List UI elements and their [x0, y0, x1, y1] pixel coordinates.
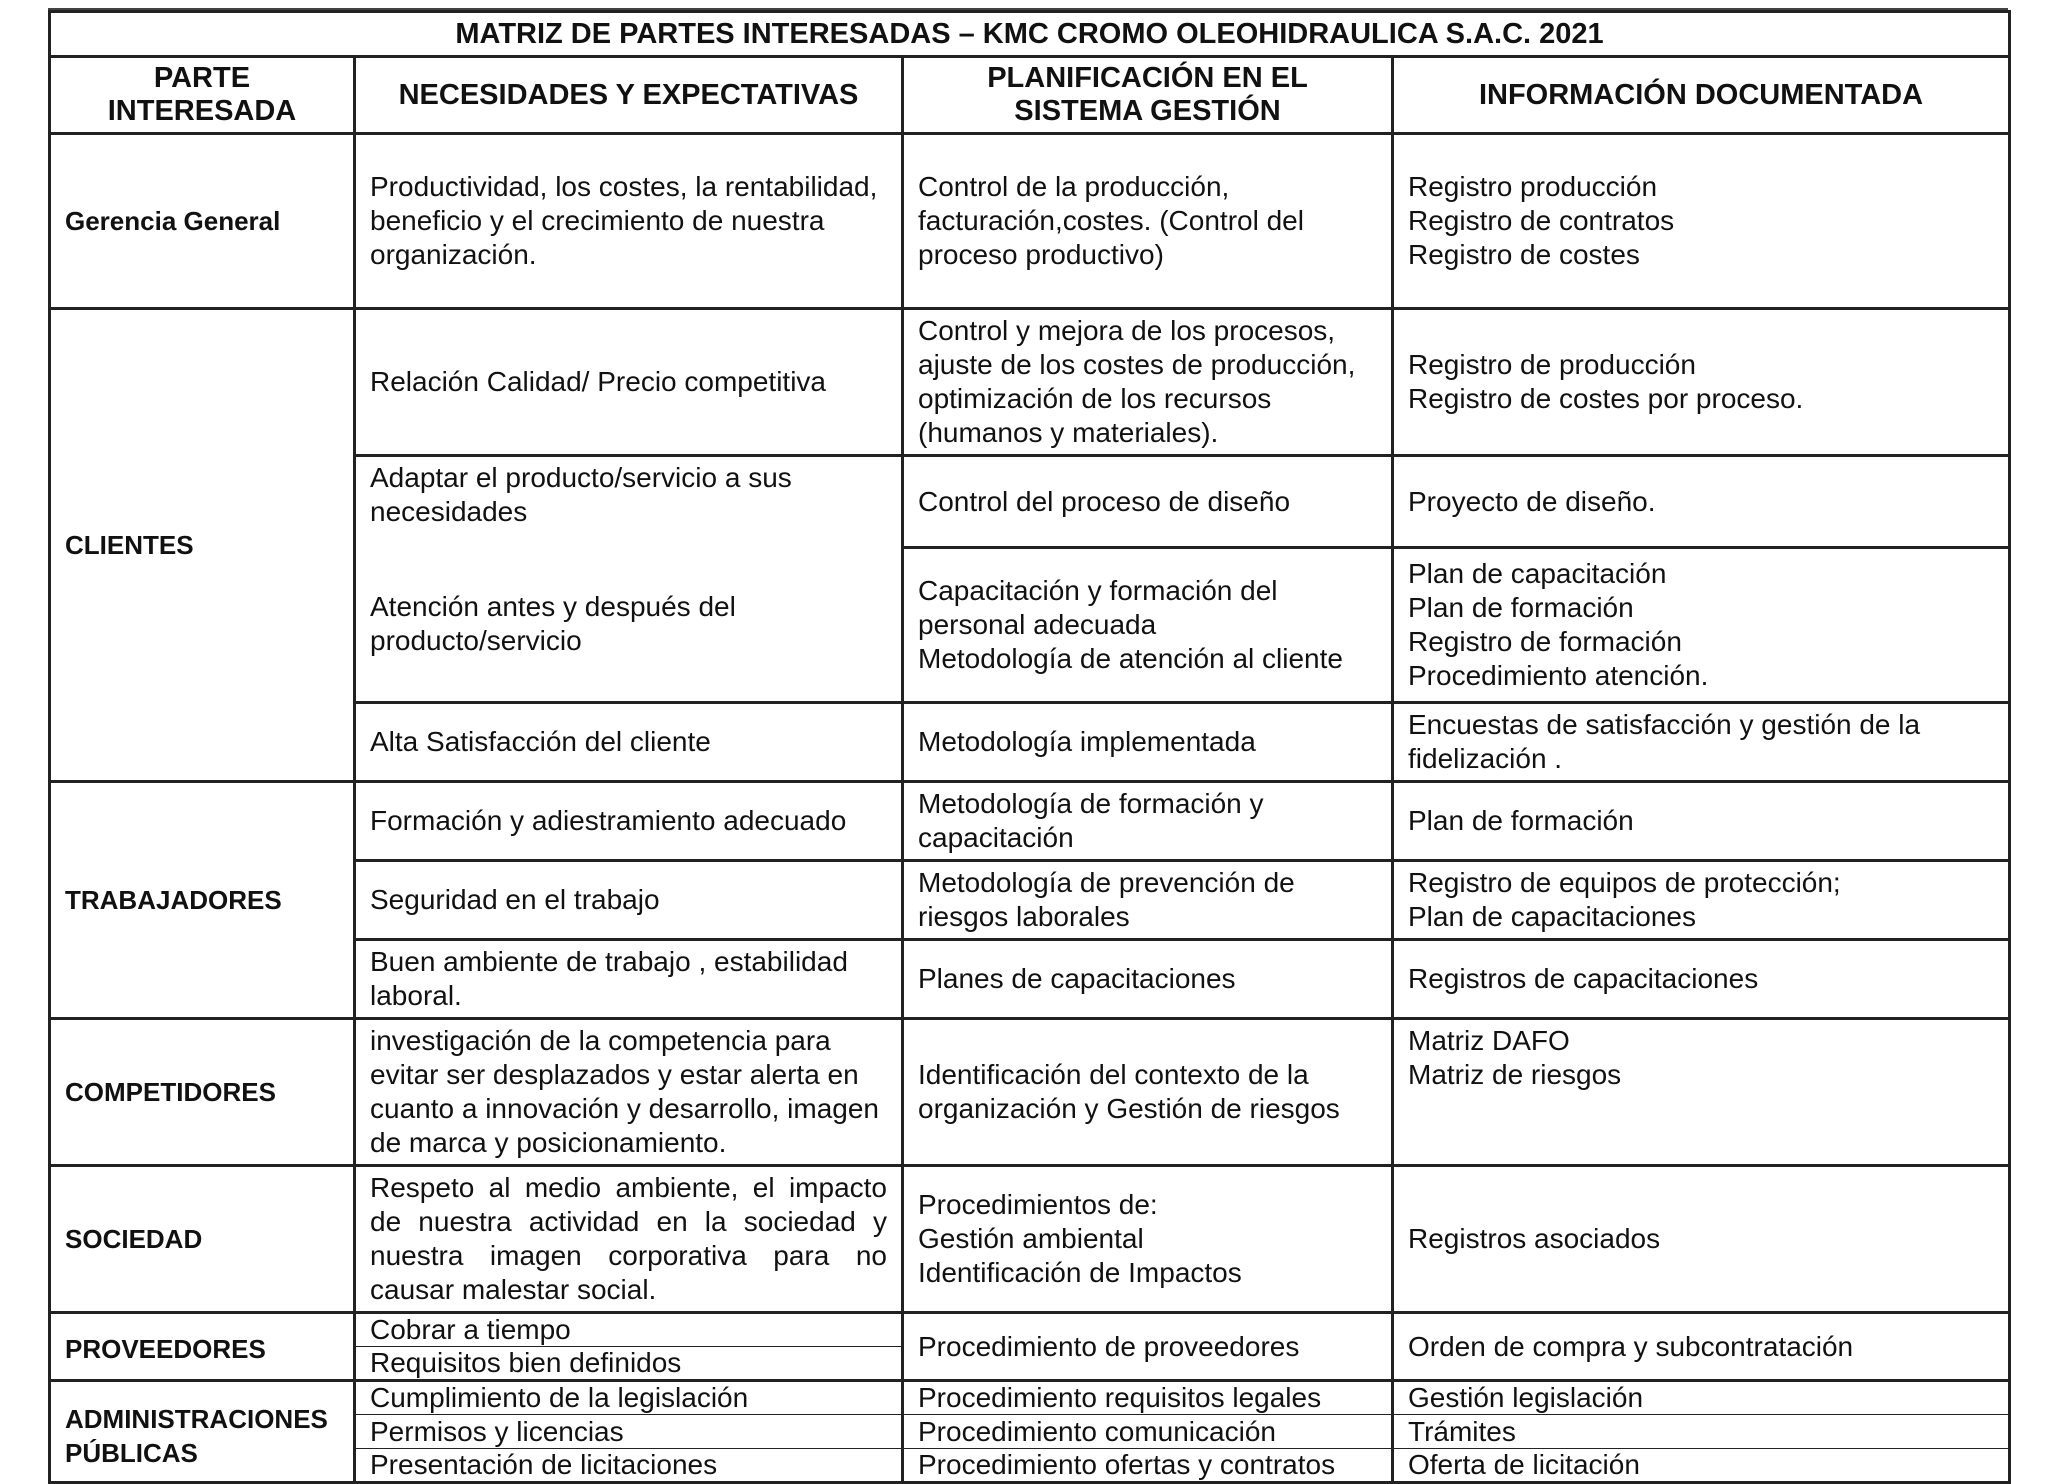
table-row	[50, 309, 2010, 456]
docs-cell: Registros asociados	[1393, 1166, 2010, 1313]
needs-cell: Seguridad en el trabajo	[355, 861, 903, 940]
header-party-line1: PARTE	[153, 62, 251, 94]
doc-line: Registro producción	[1408, 171, 1658, 202]
header-row	[50, 57, 2010, 134]
party-gerencia: Gerencia General	[50, 134, 355, 309]
needs-cell: Alta Satisfacción del cliente	[355, 703, 903, 782]
table-row	[50, 1019, 2010, 1166]
header-planning-line2: SISTEMA GESTIÓN	[1014, 95, 1281, 127]
docs-cell: Gestión legislación	[1393, 1381, 2010, 1415]
planning-cell: Procedimiento requisitos legales	[903, 1381, 1393, 1415]
doc-line: Plan de capacitaciones	[1408, 901, 1696, 932]
docs-cell	[1393, 134, 2010, 309]
planning-cell: Procedimiento de proveedores	[903, 1313, 1393, 1381]
docs-cell	[1393, 861, 2010, 940]
header-docs: INFORMACIÓN DOCUMENTADA	[1393, 57, 2010, 134]
planning-cell	[903, 1166, 1393, 1313]
planning-cell	[903, 548, 1393, 703]
planning-cell: Planes de capacitaciones	[903, 940, 1393, 1019]
planning-cell: Procedimiento comunicación	[903, 1415, 1393, 1449]
party-competidores: COMPETIDORES	[50, 1019, 355, 1166]
needs-cell: Presentación de licitaciones	[355, 1449, 903, 1483]
table-row	[50, 1313, 2010, 1347]
docs-cell: Trámites	[1393, 1415, 2010, 1449]
docs-cell: Plan de formación	[1393, 782, 2010, 861]
doc-line: Matriz DAFO	[1408, 1025, 1570, 1056]
header-planning	[903, 57, 1393, 134]
needs-cell: Buen ambiente de trabajo , estabilidad laboral.	[355, 940, 903, 1019]
party-administraciones	[50, 1381, 355, 1483]
planning-cell: Control y mejora de los procesos, ajuste de los costes de producción, optimización de los recursos (humanos y materiales).	[903, 309, 1393, 456]
party-line: ADMINISTRACIONES	[65, 1404, 328, 1434]
party-proveedores: PROVEEDORES	[50, 1313, 355, 1381]
party-sociedad: SOCIEDAD	[50, 1166, 355, 1313]
needs-cell: Adaptar el producto/servicio a sus necesidades	[355, 456, 903, 548]
table-row	[50, 1166, 2010, 1313]
party-trabajadores: TRABAJADORES	[50, 782, 355, 1019]
document-title: MATRIZ DE PARTES INTERESADAS – KMC CROMO OLEOHIDRAULICA S.A.C. 2021	[50, 12, 2010, 57]
docs-cell	[1393, 1019, 2010, 1166]
needs-cell: Productividad, los costes, la rentabilidad, beneficio y el crecimiento de nuestra organización.	[355, 134, 903, 309]
planning-line: Identificación de Impactos	[918, 1257, 1242, 1288]
needs-cell: Cobrar a tiempo	[355, 1313, 903, 1347]
docs-cell: Oferta de licitación	[1393, 1449, 2010, 1483]
planning-cell: Metodología de formación y capacitación	[903, 782, 1393, 861]
docs-cell: Registros de capacitaciones	[1393, 940, 2010, 1019]
docs-cell	[1393, 548, 2010, 703]
docs-cell: Proyecto de diseño.	[1393, 456, 2010, 548]
docs-cell	[1393, 309, 2010, 456]
needs-cell: investigación de la competencia para evitar ser desplazados y estar alerta en cuanto a innovación y desarrollo, imagen de marca y posicionamiento.	[355, 1019, 903, 1166]
header-needs: NECESIDADES Y EXPECTATIVAS	[355, 57, 903, 134]
planning-line: Gestión ambiental	[918, 1223, 1144, 1254]
needs-cell: Relación Calidad/ Precio competitiva	[355, 309, 903, 456]
header-party	[50, 57, 355, 134]
planning-line: Procedimientos de:	[918, 1189, 1158, 1220]
doc-line: Plan de capacitación	[1408, 558, 1667, 589]
docs-cell: Orden de compra y subcontratación	[1393, 1313, 2010, 1381]
planning-cell: Metodología de prevención de riesgos laborales	[903, 861, 1393, 940]
table-row	[50, 1381, 2010, 1415]
doc-line: Registro de costes	[1408, 239, 1640, 270]
planning-cell: Control de la producción, facturación,costes. (Control del proceso productivo)	[903, 134, 1393, 309]
doc-line: Matriz de riesgos	[1408, 1059, 1622, 1090]
stakeholder-matrix-table	[48, 10, 2011, 1484]
party-clientes: CLIENTES	[50, 309, 355, 782]
needs-cell: Formación y adiestramiento adecuado	[355, 782, 903, 861]
planning-cell: Metodología implementada	[903, 703, 1393, 782]
doc-line: Plan de formación	[1408, 592, 1634, 623]
planning-line: Metodología de atención al cliente	[918, 643, 1343, 674]
doc-line: Registro de formación	[1408, 626, 1682, 657]
title-row	[50, 12, 2010, 57]
doc-line: Registro de costes por proceso.	[1408, 383, 1804, 414]
doc-line: Registro de contratos	[1408, 205, 1675, 236]
doc-line: Procedimiento atención.	[1408, 660, 1709, 691]
planning-cell: Procedimiento ofertas y contratos	[903, 1449, 1393, 1483]
header-party-line2: INTERESADA	[107, 95, 297, 127]
planning-cell: Control del proceso de diseño	[903, 456, 1393, 548]
needs-cell: Atención antes y después del producto/servicio	[355, 548, 903, 703]
table-row	[50, 782, 2010, 861]
doc-line: Registro de producción	[1408, 349, 1696, 380]
header-planning-line1: PLANIFICACIÓN EN EL	[987, 62, 1308, 94]
needs-cell: Permisos y licencias	[355, 1415, 903, 1449]
needs-cell: Requisitos bien definidos	[355, 1347, 903, 1381]
docs-cell: Encuestas de satisfacción y gestión de la fidelización .	[1393, 703, 2010, 782]
planning-cell: Identificación del contexto de la organización y Gestión de riesgos	[903, 1019, 1393, 1166]
needs-cell: Cumplimiento de la legislación	[355, 1381, 903, 1415]
needs-cell: Respeto al medio ambiente, el impacto de nuestra actividad en la sociedad y nuestra imagen corporativa para no causar malestar social.	[355, 1166, 903, 1313]
table-row	[50, 134, 2010, 309]
party-line: PÚBLICAS	[65, 1438, 198, 1468]
planning-line: Capacitación y formación del personal adecuada	[918, 575, 1278, 640]
doc-line: Registro de equipos de protección;	[1408, 867, 1841, 898]
